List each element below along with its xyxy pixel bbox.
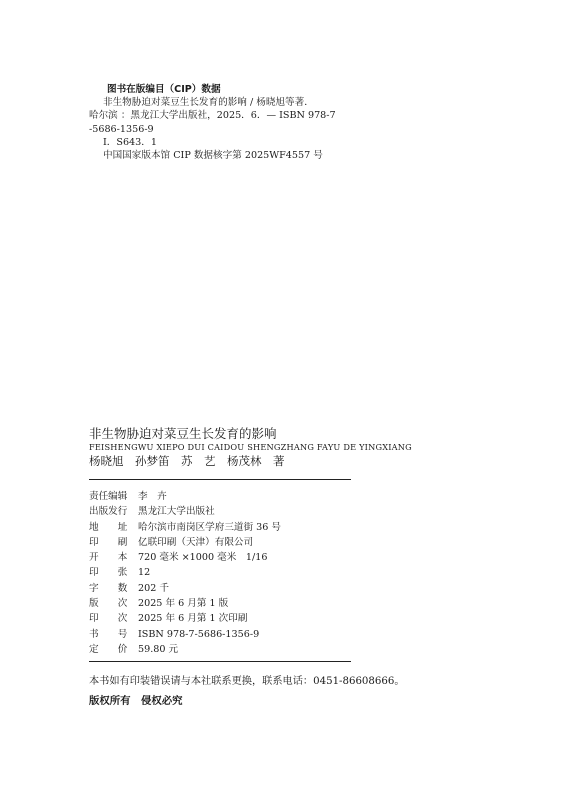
book-title: 非生物胁迫对菜豆生长发育的影响: [89, 426, 277, 441]
copyright-notice: 版权所有 侵权必究: [89, 695, 183, 707]
info-label: 定 价: [89, 643, 128, 655]
info-value: 2025 年 6 月第 1 版: [138, 598, 229, 610]
info-value: 亿联印刷（天津）有限公司: [138, 536, 254, 548]
info-label: 出版发行: [89, 506, 128, 518]
cip-heading: 图书在版编目（CIP）数据: [107, 84, 221, 95]
cip-line: 非生物胁迫对菜豆生长发育的影响 / 杨晓旭等著．: [103, 97, 314, 109]
info-row: [89, 596, 281, 611]
info-label: 书 号: [89, 628, 128, 640]
info-value: 李 卉: [138, 491, 167, 502]
info-row: [89, 535, 281, 550]
info-value: 720 毫米 ×1000 毫米 1/16: [138, 552, 268, 564]
divider-bottom: [89, 661, 351, 662]
info-label: 字 数: [89, 582, 128, 594]
info-row: [89, 627, 281, 642]
info-label: 印 次: [89, 613, 128, 625]
info-row: [89, 550, 281, 565]
info-label: 责任编辑: [89, 491, 128, 502]
info-label: 地 址: [89, 521, 128, 533]
cip-line: 中国国家版本馆 CIP 数据核字第 2025WF4557 号: [103, 150, 323, 162]
info-value: 59.80 元: [138, 643, 179, 655]
replacement-notice: 本书如有印装错误请与本社联系更换，联系电话：0451-86608666。: [89, 676, 405, 687]
cip-line: Ⅰ．S643．1: [103, 136, 157, 148]
cip-line: 哈尔滨 ：黑龙江大学出版社，2025．6．— ISBN 978-7: [89, 110, 336, 122]
info-value: 2025 年 6 月第 1 次印刷: [138, 613, 248, 625]
info-label: 版 次: [89, 598, 128, 610]
info-value: 黑龙江大学出版社: [138, 506, 215, 518]
info-label: 开 本: [89, 552, 128, 564]
info-row: [89, 489, 281, 504]
info-row: [89, 581, 281, 596]
book-title-pinyin: FEISHENGWU XIEPO DUI CAIDOU SHENGZHANG FAYU DE YINGXIANG: [89, 442, 412, 452]
cip-block: [89, 83, 336, 162]
title-block: [89, 426, 412, 469]
info-value: 12: [138, 567, 151, 579]
info-row: [89, 611, 281, 626]
divider-top: [89, 479, 351, 480]
info-value: 202 千: [138, 582, 169, 594]
publication-info-table: [89, 489, 281, 657]
info-row: [89, 565, 281, 580]
info-value: ISBN 978-7-5686-1356-9: [138, 628, 260, 640]
info-value: 哈尔滨市南岗区学府三道街 36 号: [138, 521, 282, 533]
info-row: [89, 520, 281, 535]
info-row: [89, 504, 281, 519]
info-row: [89, 642, 281, 657]
info-label: 印 张: [89, 567, 128, 579]
book-authors: 杨晓旭 孙梦笛 苏 艺 杨茂林 著: [89, 454, 285, 468]
info-label: 印 刷: [89, 536, 128, 548]
cip-line: -5686-1356-9: [89, 123, 154, 135]
